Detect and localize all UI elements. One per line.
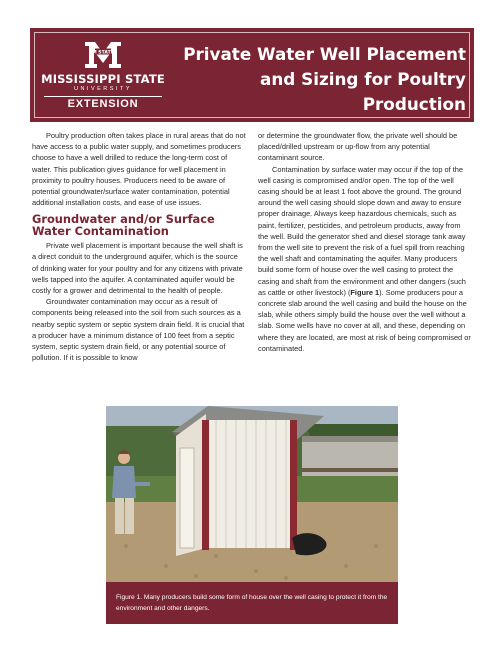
section-heading: Groundwater and/or Surface Water Contamination bbox=[32, 212, 215, 238]
logo-university-name: MISSISSIPPI STATE bbox=[41, 72, 165, 86]
figure-1-photo bbox=[106, 406, 398, 624]
figure-caption: Figure 1. Many producers build some form of house over the well casing to protect it from the environment and other dangers. bbox=[106, 582, 398, 624]
msu-extension-logo bbox=[38, 36, 168, 112]
logo-divider bbox=[44, 96, 162, 97]
title-line-1: Private Water Well Placement bbox=[183, 44, 466, 64]
intro-paragraph: Poultry production often takes place in rural areas that do not have access to a public water supply, and sometimes producers choose to have a well drilled to reduce the long-term cost of water. This publication gives guidance for well placement in proximity to poultry houses. Producers need to be aware of potential groundwater/surface water contamination, potential additional installation costs, and ease of use issues. bbox=[32, 131, 246, 208]
contamination-paragraph-2: Groundwater contamination may occur as a result of components being released into the soil from such sources as a nearby septic system or septic system drain field. It is crucial that a producer have a minimum distance of 100 feet from a septic system, septic system drain field, or any potential source of pollution. If it is possible to know bbox=[32, 297, 245, 363]
surface-water-text-end: ). Some producers pour a concrete slab around the well casing and build the house on the slab, while others simply build the house over the well without a slab. Some wells have no cover at all, and these, depending on where they are located, are most at risk of being compromised or contaminated. bbox=[258, 287, 471, 353]
contamination-paragraph-2-continued: or determine the groundwater flow, the private well should be placed/drilled upstream or up-flow from any potential contaminant source. bbox=[258, 131, 458, 163]
logo-extension-label: EXTENSION bbox=[67, 98, 139, 110]
m-state-logo-icon bbox=[82, 36, 124, 70]
surface-water-paragraph bbox=[258, 164, 472, 354]
page-title bbox=[176, 42, 466, 117]
contamination-paragraph-1: Private well placement is important because the well shaft is a direct conduit to the underground aquifer, which is the source of drinking water for your poultry and for any citizens with private wells tapped into the aquifer. A contaminated aquifer would be costly for a grower and detrimental to the health of people. bbox=[32, 241, 243, 296]
title-line-2: and Sizing for Poultry Production bbox=[260, 69, 466, 114]
header-banner bbox=[30, 28, 474, 122]
surface-water-text: Contamination by surface water may occur if the top of the well casing is compromised and/or open. The top of the well casing should be at least 1 foot above the ground. The ground around the well casing should slope down and away to ensure proper drainage. Always keep hazardous chemicals, such as paint, fertilizer, pesticides, and petroleum products, away from the well. Build the generator shed and diesel storage tank away from the well site to prevent the risk of a fuel spill from reaching the well shaft and contaminating the aquifer. Many producers build some form of house over the well casing to protect the casing and shaft from the environment and other dangers (such as cattle or other livestock) ( bbox=[258, 164, 466, 297]
right-column bbox=[258, 130, 472, 354]
logo-university-label: UNIVERSITY bbox=[73, 86, 132, 92]
figure-reference: Figure 1 bbox=[350, 287, 380, 297]
logo-mark-text: M STATE bbox=[92, 50, 114, 56]
left-column bbox=[32, 130, 246, 363]
